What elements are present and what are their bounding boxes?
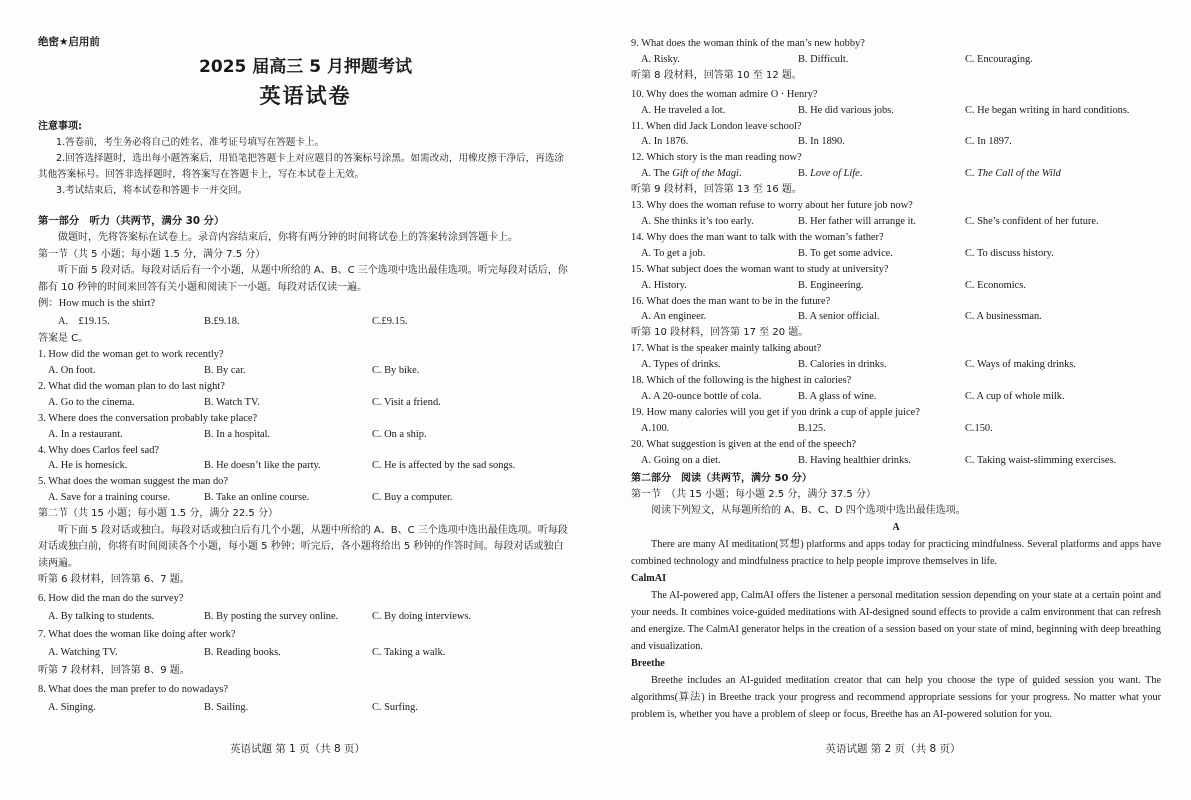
part2-section1-heading: 第一节 （共 15 小题；每小题 2.5 分，满分 37.5 分） [631, 488, 876, 500]
note-1: 1.答卷前，考生务必将自己的姓名、准考证号填写在答题卡上。 [56, 137, 325, 148]
question-18-options [631, 389, 1161, 405]
option-b: B. In a hospital. [204, 428, 271, 440]
passage-paragraph-1: There are many AI meditation(冥想) platforms and apps today for practicing mindfulness. Several platforms and apps have combined technology and mindfulness practice to help people improve themselves in life. [631, 538, 1161, 567]
breethe-heading: Breethe [631, 657, 665, 669]
part2-heading: 第二部分 阅读（共两节，满分 50 分） [631, 472, 812, 484]
question-14: 14. Why does the man want to talk with the woman’s father? [631, 231, 884, 243]
example-option-b: B.£9.18. [204, 315, 240, 327]
option-b: B. Sailing. [204, 701, 249, 713]
question-20: 20. What suggestion is given at the end of the speech? [631, 438, 857, 450]
question-13: 13. Why does the woman refuse to worry about her future job now? [631, 200, 913, 212]
option-c: C. She’s confident of her future. [965, 215, 1099, 227]
page-right [595, 0, 1191, 800]
passage-paragraph-2: The AI-powered app, CalmAI offers the listener a personal meditation session depending on your state at a certain point and your needs. It combines voice-guided meditations with AI-designed sound effects to provide a calm environment that can refresh and energize. The CalmAI generator helps in the creation of a session based on your state of mind, beginning with deep breathing and visualization. [631, 589, 1161, 652]
question-8: 8. What does the man prefer to do nowadays? [38, 683, 228, 695]
option-a-prefix: A. The [641, 168, 673, 180]
option-b: B. He doesn’t like the party. [204, 460, 321, 472]
option-a: A. History. [641, 279, 687, 291]
question-14-options [631, 246, 1161, 262]
material-9-label: 听第 9 段材料，回答第 13 至 16 题。 [631, 184, 802, 196]
option-c: C. Buy a computer. [372, 492, 453, 504]
option-c: C. Ways of making drinks. [965, 359, 1076, 371]
example-option-c: C.£9.15. [372, 315, 408, 327]
option-a: A. Watching TV. [48, 646, 118, 658]
notes-heading: 注意事项: [38, 121, 82, 132]
option-b: B. Calories in drinks. [798, 359, 887, 371]
option-c: C. A cup of whole milk. [965, 390, 1065, 402]
part1-instructions: 做题时，先将答案标在试卷上。录音内容结束后，你将有两分钟的时间将试卷上的答案转涂到答题卡上。 [58, 232, 518, 243]
material-10-label: 听第 10 段材料，回答第 17 至 20 题。 [631, 327, 809, 339]
option-a: A. On foot. [48, 365, 96, 377]
option-c: C. A businessman. [965, 311, 1042, 323]
option-a-suffix: . [738, 168, 742, 180]
page-footer-right: 英语试题 第 2 页（共 8 页） [825, 743, 961, 755]
option-c-prefix: C. [965, 168, 978, 180]
question-16-options [631, 309, 1161, 325]
option-c [965, 166, 1061, 182]
example-question: 例：How much is the shirt? [38, 298, 156, 309]
option-a: A. In a restaurant. [48, 428, 123, 440]
material-6-label: 听第 6 段材料，回答第 6、7 题。 [38, 574, 190, 586]
example-option-a: A. £19.15. [58, 315, 110, 327]
question-1: 1. How did the woman get to work recently? [38, 349, 224, 361]
question-20-options [631, 453, 1161, 469]
note-2: 2.回答选择题时，选出每小题答案后，用铅笔把答题卡上对应题目的答案标号涂黑。如需改动，用橡皮擦干净后，再选涂其他答案标号。回答非选择题时，将答案写在答题卡上，写在本试卷上无效。 [38, 153, 565, 180]
option-b-title: Love of Life [810, 168, 860, 180]
option-c: C. On a ship. [372, 428, 427, 440]
question-10-options [631, 103, 1161, 119]
exam-subtitle: 英语试卷 [259, 84, 352, 108]
note-3: 3.考试结束后，将本试卷和答题卡一并交回。 [56, 185, 248, 196]
option-a: A. He is homesick. [48, 460, 128, 472]
section2-heading: 第二节（共 15 小题；每小题 1.5 分，满分 22.5 分） [38, 508, 278, 520]
question-block-1-5 [38, 347, 573, 506]
option-b: B. He did various jobs. [798, 104, 894, 116]
question-1-options [38, 363, 573, 379]
option-b: B. To get some advice. [798, 247, 893, 259]
question-17-options [631, 357, 1161, 373]
question-5: 5. What does the woman suggest the man do? [38, 476, 228, 488]
option-a: A. By talking to students. [48, 611, 155, 623]
option-b-suffix: . [859, 168, 863, 180]
option-a-title: Gift of the Magi [672, 168, 739, 180]
page-left [0, 0, 595, 800]
material-7-label: 听第 7 段材料，回答第 8、9 题。 [38, 664, 190, 676]
option-c: C. Visit a friend. [372, 396, 441, 408]
material-8-label: 听第 8 段材料，回答第 10 至 12 题。 [631, 69, 802, 81]
part1-heading: 第一部分 听力（共两节，满分 30 分） [38, 215, 225, 227]
option-b: B. A senior official. [798, 311, 880, 323]
option-c: C. Surfing. [372, 701, 418, 713]
option-b: B. A glass of wine. [798, 390, 877, 402]
question-12-options [631, 166, 1161, 182]
option-c: C. Economics. [965, 279, 1026, 291]
option-a [641, 166, 742, 182]
option-c: C. Encouraging. [965, 53, 1033, 65]
question-12: 12. Which story is the man reading now? [631, 152, 802, 164]
option-a: A. He traveled a lot. [641, 104, 726, 116]
option-a: A.100. [641, 422, 670, 434]
question-15: 15. What subject does the woman want to study at university? [631, 263, 889, 275]
option-b: B. Difficult. [798, 53, 849, 65]
option-a: A. Go to the cinema. [48, 396, 135, 408]
question-15-options [631, 278, 1161, 294]
question-11: 11. When did Jack London leave school? [631, 120, 802, 132]
question-5-options [38, 490, 573, 506]
option-a: A. Singing. [48, 701, 96, 713]
passage-label: A [892, 521, 900, 533]
option-a: A. Going on a diet. [641, 454, 721, 466]
question-13-options [631, 214, 1161, 230]
question-4-options [38, 458, 573, 474]
question-11-options [631, 134, 1161, 150]
question-19-options [631, 421, 1161, 437]
option-c-title: The Call of the Wild [977, 168, 1061, 180]
question-9: 9. What does the woman think of the man’s new hobby? [631, 38, 865, 49]
option-a: A. An engineer. [641, 311, 707, 323]
option-c: C. He began writing in hard conditions. [965, 104, 1130, 116]
option-c: C. To discuss history. [965, 247, 1054, 259]
question-6-options [38, 607, 573, 627]
option-b: B. By car. [204, 365, 246, 377]
option-b [798, 166, 862, 182]
option-c: C. By bike. [372, 365, 420, 377]
option-a: A. She thinks it’s too early. [641, 215, 754, 227]
question-4: 4. Why does Carlos feel sad? [38, 444, 159, 456]
option-a: A. Types of drinks. [641, 359, 721, 371]
example-answer: 答案是 C。 [38, 332, 89, 344]
option-a: A. To get a job. [641, 247, 706, 259]
question-10: 10. Why does the woman admire O · Henry? [631, 88, 818, 100]
question-6: 6. How did the man do the survey? [38, 593, 184, 605]
question-8-options [38, 698, 573, 718]
page-footer-left: 英语试题 第 1 页（共 8 页） [229, 743, 366, 755]
option-b: B. Reading books. [204, 646, 281, 658]
option-b: B. Her father will arrange it. [798, 215, 917, 227]
option-c: C. Taking waist-slimming exercises. [965, 454, 1117, 466]
option-b: B.125. [798, 422, 826, 434]
option-c: C. Taking a walk. [372, 646, 446, 658]
question-3: 3. Where does the conversation probably take place? [38, 412, 258, 424]
option-b-prefix: B. [798, 168, 811, 180]
question-17: 17. What is the speaker mainly talking about? [631, 343, 822, 355]
question-2-options [38, 395, 573, 411]
option-c: C. By doing interviews. [372, 611, 471, 623]
option-a: A. In 1876. [641, 136, 689, 148]
option-c: C. In 1897. [965, 136, 1012, 148]
section1-instructions: 听下面 5 段对话。每段对话后有一个小题，从题中所给的 A、B、C 三个选项中选出最佳选项。听完每段对话后，你都有 10 秒钟的时间来回答有关小题和阅读下一小题。每段对话仅读一遍。 [38, 265, 568, 293]
question-19: 19. How many calories will you get if you drink a cup of apple juice? [631, 406, 920, 418]
confidential-label: 绝密★启用前 [38, 36, 100, 48]
question-3-options [38, 427, 573, 443]
option-a: A. Save for a training course. [48, 492, 171, 504]
option-b: B. Having healthier drinks. [798, 454, 911, 466]
question-7-options [38, 643, 573, 663]
section1-heading: 第一节（共 5 小题；每小题 1.5 分，满分 7.5 分） [38, 248, 266, 260]
question-18: 18. Which of the following is the highest in calories? [631, 375, 852, 387]
option-b: B. By posting the survey online. [204, 611, 339, 623]
option-a: A. A 20-ounce bottle of cola. [641, 390, 762, 402]
option-b: B. Take an online course. [204, 492, 310, 504]
example-options [38, 312, 573, 331]
option-b: B. Engineering. [798, 279, 864, 291]
question-9-options [631, 52, 1161, 68]
question-2: 2. What did the woman plan to do last night? [38, 381, 225, 393]
option-c: C. He is affected by the sad songs. [372, 460, 516, 472]
option-c: C.150. [965, 422, 993, 434]
option-b: B. Watch TV. [204, 396, 260, 408]
option-a: A. Risky. [641, 53, 680, 65]
option-b: B. In 1890. [798, 136, 845, 148]
part2-instructions: 阅读下列短文，从每题所给的 A、B、C、D 四个选项中选出最佳选项。 [651, 504, 966, 516]
section2-instructions: 听下面 5 段对话或独白。每段对话或独白后有几个小题，从题中所给的 A、B、C 三个选项中选出最佳选项。听每段对话或独白前，你将有时间阅读各个小题，每小题 5 秒钟；听完后，各小题将给出 5 秒钟的作答时间。每段对话或独白读两遍。 [38, 524, 568, 569]
question-16: 16. What does the man want to be in the future? [631, 295, 831, 307]
passage-paragraph-3: Breethe includes an AI-guided meditation creator that can help you choose the type of guided session you want. The algorithms(算法) in Breethe track your progress and recommend appropriate sessions for your progress. No matter what your problem is, whether you have a problem of sleep or focus, Breethe has an AI-powered solution for you. [631, 674, 1161, 720]
exam-title: 2025 届高三 5 月押题考试 [199, 57, 412, 77]
calmai-heading: CalmAI [631, 572, 667, 584]
question-7: 7. What does the woman like doing after work? [38, 629, 236, 641]
